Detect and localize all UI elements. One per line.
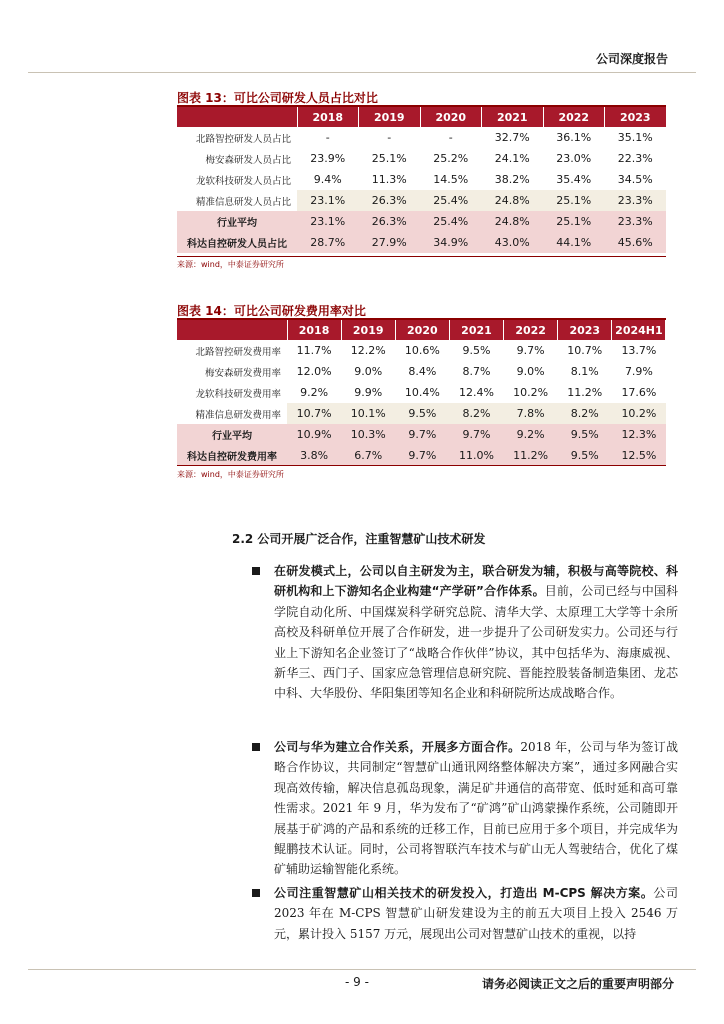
table-cell: 28.7% (297, 232, 359, 253)
table-cell: 22.3% (617, 152, 653, 165)
column-header: 2022 (543, 107, 605, 127)
table-cell: - (325, 131, 330, 144)
row-label: 梅安森研发人员占比 (205, 154, 291, 166)
table-cell: 7.9% (624, 365, 653, 378)
column-header (177, 320, 287, 340)
table-cell: 35.1% (617, 131, 653, 144)
table-cell: 8.2% (449, 403, 503, 424)
row-label: 行业平均 (177, 211, 297, 232)
table-cell: 9.5% (558, 424, 612, 445)
table-cell: 9.7% (395, 445, 449, 466)
column-header: 2018 (297, 107, 359, 127)
table-cell: 44.1% (543, 232, 605, 253)
table-cell: 8.2% (558, 403, 612, 424)
table-cell: 10.2% (612, 403, 666, 424)
table-cell: 25.2% (433, 152, 469, 165)
table-cell: 8.4% (408, 365, 437, 378)
table-cell: 3.8% (287, 445, 341, 466)
header-divider (28, 72, 696, 73)
table-cell: 10.7% (287, 403, 341, 424)
table-cell: 23.9% (310, 152, 346, 165)
column-header: 2021 (482, 107, 544, 127)
table-cell: 9.9% (354, 386, 383, 399)
table-cell: 14.5% (433, 173, 469, 186)
table-cell: 10.7% (567, 344, 603, 357)
table-cell: 23.1% (297, 190, 359, 211)
row-label: 龙软科技研发人员占比 (195, 175, 291, 187)
report-type-header: 公司深度报告 (595, 52, 668, 66)
table-cell: 24.8% (482, 190, 544, 211)
table-cell: 45.6% (605, 232, 667, 253)
table-cell: 9.2% (300, 386, 329, 399)
table-cell: 32.7% (494, 131, 530, 144)
table-row (177, 340, 666, 361)
table-cell: - (387, 131, 392, 144)
table-cell: 36.1% (556, 131, 592, 144)
paragraph-mcps (274, 883, 678, 944)
table-row (177, 148, 666, 169)
figure-13-bottom-rule (177, 256, 666, 257)
table-cell: - (448, 131, 453, 144)
table-cell: 7.8% (504, 403, 558, 424)
table-row (177, 190, 666, 211)
column-header: 2018 (287, 320, 341, 340)
paragraph-huawei (274, 737, 678, 880)
row-label: 行业平均 (177, 424, 287, 445)
paragraph-research-model (274, 561, 678, 704)
column-header: 2024H1 (612, 320, 666, 340)
table-cell: 25.4% (420, 190, 482, 211)
table-cell: 9.5% (462, 344, 491, 357)
disclaimer-note: 请务必阅读正文之后的重要声明部分 (481, 977, 674, 991)
table-cell: 10.9% (287, 424, 341, 445)
table-cell: 23.3% (605, 211, 667, 232)
paragraph-body: 公司 2023 年在 M-CPS 智慧矿山研发建设为主的前五大项目上投入 2546 万元，累计投入 5157 万元，展现出公司对智慧矿山技术的重视，以持 (274, 886, 678, 941)
table-cell: 27.9% (359, 232, 421, 253)
column-header: 2019 (359, 107, 421, 127)
table-cell: 24.1% (494, 152, 530, 165)
table-cell: 11.7% (296, 344, 332, 357)
row-label: 科达自控研发费用率 (177, 445, 287, 466)
paragraph-lead: 公司与华为建立合作关系，开展多方面合作。 (274, 740, 521, 754)
table-row (177, 232, 666, 253)
table-cell: 11.2% (504, 445, 558, 466)
table-cell: 26.3% (359, 211, 421, 232)
table-cell: 9.7% (395, 424, 449, 445)
row-label: 精准信息研发费用率 (177, 403, 287, 424)
table-cell: 38.2% (494, 173, 530, 186)
table-cell: 23.1% (297, 211, 359, 232)
table-cell: 34.5% (617, 173, 653, 186)
column-header: 2023 (605, 107, 667, 127)
section-heading: 2.2 公司开展广泛合作，注重智慧矿山技术研发 (232, 532, 486, 546)
table-cell: 10.6% (404, 344, 440, 357)
column-header: 2020 (420, 107, 482, 127)
table-cell: 9.5% (395, 403, 449, 424)
table-header-row (177, 107, 666, 127)
table-cell: 9.5% (558, 445, 612, 466)
table-cell: 43.0% (482, 232, 544, 253)
table-cell: 8.1% (570, 365, 599, 378)
figure-13-title: 图表 13：可比公司研发人员占比对比 (177, 91, 378, 105)
column-header: 2020 (395, 320, 449, 340)
column-header: 2019 (341, 320, 395, 340)
table-row (177, 361, 666, 382)
table-cell: 35.4% (556, 173, 592, 186)
table-row (177, 127, 666, 148)
table-cell: 11.0% (449, 445, 503, 466)
figure-13-source: 来源：wind，中泰证券研究所 (177, 260, 284, 269)
table-cell: 9.2% (504, 424, 558, 445)
figure-14-title: 图表 14：可比公司研发费用率对比 (177, 304, 366, 318)
figure-13-table (177, 107, 667, 253)
table-cell: 24.8% (482, 211, 544, 232)
row-label: 龙软科技研发费用率 (195, 388, 281, 400)
table-cell: 23.3% (605, 190, 667, 211)
table-cell: 25.1% (543, 190, 605, 211)
table-cell: 9.4% (313, 173, 342, 186)
figure-14-bottom-rule (177, 465, 666, 466)
table-cell: 9.7% (516, 344, 545, 357)
table-cell: 10.2% (513, 386, 549, 399)
table-cell: 17.6% (621, 386, 657, 399)
table-cell: 12.3% (612, 424, 666, 445)
table-row (177, 382, 666, 403)
page-number: - 9 - (345, 975, 369, 989)
row-label: 北路智控研发费用率 (195, 346, 281, 358)
column-header: 2021 (449, 320, 503, 340)
table-row (177, 424, 666, 445)
table-cell: 25.1% (371, 152, 407, 165)
table-cell: 8.7% (462, 365, 491, 378)
table-cell: 25.4% (420, 211, 482, 232)
table-cell: 23.0% (556, 152, 592, 165)
footer-divider (28, 969, 696, 970)
column-header: 2023 (558, 320, 612, 340)
bullet-marker (252, 889, 260, 897)
table-cell: 9.0% (516, 365, 545, 378)
table-header-row (177, 320, 666, 340)
column-header (177, 107, 297, 127)
figure-14-table (177, 320, 666, 466)
table-cell: 9.7% (449, 424, 503, 445)
table-cell: 6.7% (341, 445, 395, 466)
table-cell: 10.1% (341, 403, 395, 424)
table-cell: 11.3% (371, 173, 407, 186)
table-cell: 11.2% (567, 386, 603, 399)
row-label: 北路智控研发人员占比 (195, 133, 291, 145)
bullet-marker (252, 743, 260, 751)
table-cell: 12.2% (350, 344, 386, 357)
table-cell: 12.0% (296, 365, 332, 378)
column-header: 2022 (504, 320, 558, 340)
table-cell: 9.0% (354, 365, 383, 378)
paragraph-lead: 公司注重智慧矿山相关技术的研发投入，打造出 M-CPS 解决方案。 (274, 886, 654, 900)
row-label: 精准信息研发人员占比 (177, 190, 297, 211)
row-label: 梅安森研发费用率 (204, 367, 281, 379)
figure-14-source: 来源：wind，中泰证券研究所 (177, 470, 284, 479)
table-cell: 10.3% (341, 424, 395, 445)
table-cell: 34.9% (420, 232, 482, 253)
paragraph-body: 目前，公司已经与中国科学院自动化所、中国煤炭科学研究总院、清华大学、太原理工大学等十余所高校及科研单位开展了合作研发，进一步提升了公司研发实力。公司还与行业上下游知名企业签订了“战略合作伙伴”协议，其中包括华为、海康威视、新华三、西门子、国家应急管理信息研究院、晋能控股装备制造集团、龙芯中科、大华股份、华阳集团等知名企业和科研院所达成战略合作。 (274, 584, 678, 701)
table-row (177, 211, 666, 232)
paragraph-body: 2018 年，公司与华为签订战略合作协议，共同制定“智慧矿山通讯网络整体解决方案”，通过多网融合实现高效传输，解决信息孤岛现象，满足矿井通信的高带宽、低时延和高可靠性需求。2021 年 9 月，华为发布了“矿鸿”矿山鸿蒙操作系统，公司随即开展基于矿鸿的产品和系统的迁移工作，目前已应用于多个项目，并完成华为鲲鹏技术认证。同时，公司将智联汽车技术与矿山无人驾驶结合，优化了煤矿辅助运输智能化系统。 (274, 740, 678, 877)
table-cell: 13.7% (621, 344, 657, 357)
table-row (177, 169, 666, 190)
row-label: 科达自控研发人员占比 (177, 232, 297, 253)
table-row (177, 403, 666, 424)
table-cell: 12.4% (459, 386, 494, 399)
table-cell: 10.4% (404, 386, 440, 399)
table-cell: 12.5% (612, 445, 666, 466)
table-cell: 26.3% (359, 190, 421, 211)
bullet-marker (252, 567, 260, 575)
table-row (177, 445, 666, 466)
paragraph-lead: 在研发模式上，公司以自主研发为主，联合研发为辅，积极与高等院校、科研机构和上下游知名企业构建“产学研”合作体系。 (274, 564, 678, 599)
table-cell: 25.1% (543, 211, 605, 232)
